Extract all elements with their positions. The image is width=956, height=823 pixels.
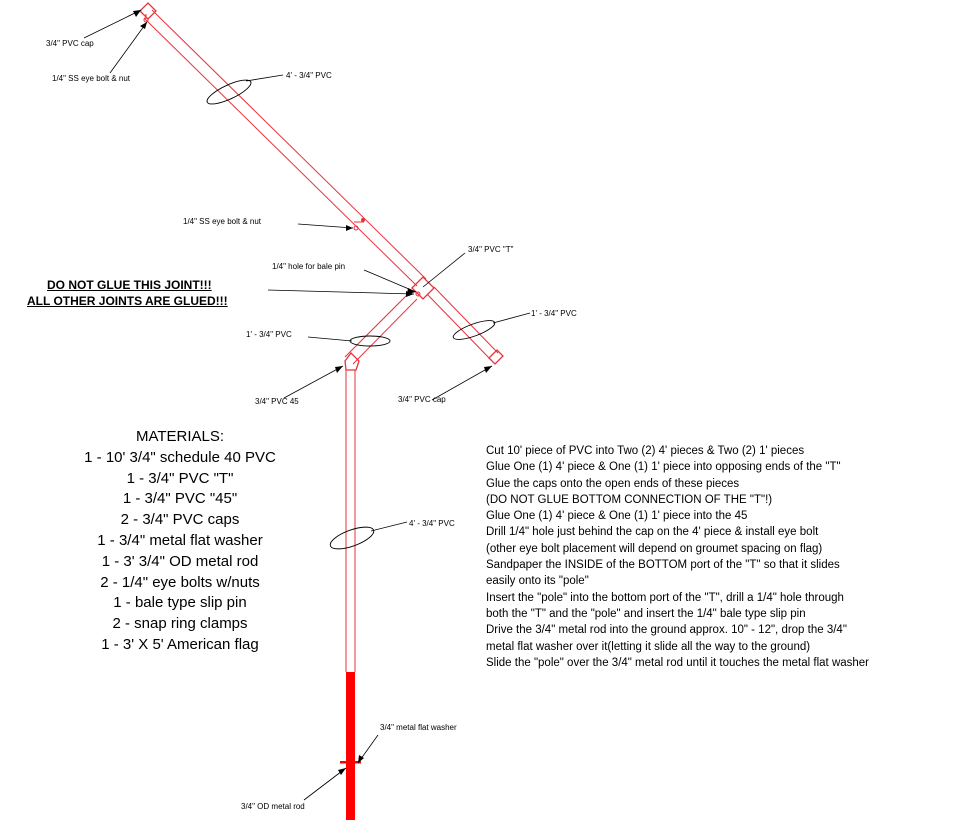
right-short-pipe-callout-ellipse [451, 317, 496, 343]
instruction-line: Cut 10' piece of PVC into Two (2) 4' pieces & Two (2) 1' pieces [486, 445, 805, 457]
label-left-short-pvc: 1' - 3/4" PVC [246, 330, 292, 339]
materials-item: 1 - bale type slip pin [113, 594, 247, 612]
materials-list [60, 427, 300, 656]
instruction-line: Glue the caps onto the open ends of these pieces [486, 477, 740, 490]
label-bale-hole: 1/4" hole for bale pin [272, 262, 346, 271]
left-1ft-pvc-pipe [345, 292, 417, 364]
leader-top-cap [84, 10, 141, 38]
leader-upper-pvc [246, 75, 283, 81]
instruction-line: easily onto its "pole" [486, 575, 589, 588]
left-short-pipe-callout-ellipse [350, 336, 390, 346]
label-tee: 3/4" PVC "T" [468, 245, 514, 254]
leader-pole [371, 522, 407, 531]
label-metal-rod: 3/4" OD metal rod [241, 802, 305, 811]
label-top-cap: 3/4" PVC cap [46, 39, 94, 48]
metal-flat-washer [340, 761, 361, 764]
materials-item: 1 - 10' 3/4" schedule 40 PVC [84, 448, 276, 466]
metal-rod [346, 672, 355, 820]
assembly-instructions [486, 443, 869, 671]
mid-eye-bolt [354, 219, 365, 231]
instruction-line: Slide the "pole" over the 3/4" metal rod until it touches the metal flat washer [486, 656, 870, 669]
leader-tee [423, 253, 465, 287]
instruction-line: Drive the 3/4" metal rod into the ground approx. 10" - 12", drop the 3/4" [486, 624, 847, 637]
materials-item: 2 - 1/4" eye bolts w/nuts [100, 573, 260, 591]
instruction-line: Glue One (1) 4' piece & One (1) 1' piece into opposing ends of the "T" [486, 461, 841, 474]
materials-item: 2 - 3/4" PVC caps [120, 511, 240, 529]
label-washer: 3/4" metal flat washer [380, 723, 457, 732]
materials-item: 1 - 3' 3/4" OD metal rod [101, 552, 259, 570]
instruction-line: both the "T" and the "pole" and insert the 1/4" bale type slip pin [486, 607, 806, 620]
instruction-line: Sandpaper the INSIDE of the BOTTOM port of the "T" so that it slides [486, 559, 840, 572]
materials-item: 1 - 3/4" PVC "T" [126, 469, 234, 487]
materials-item: 1 - 3/4" PVC "45" [122, 490, 238, 508]
leader-elbow [284, 366, 343, 398]
vertical-4ft-pvc-pole [346, 370, 355, 672]
instruction-line: (DO NOT GLUE BOTTOM CONNECTION OF THE "T"!) [486, 493, 773, 506]
materials-heading: MATERIALS: [135, 428, 225, 445]
label-mid-eye-bolt: 1/4" SS eye bolt & nut [183, 217, 261, 226]
instruction-line: metal flat washer over it(letting it slide all the way to the ground) [486, 640, 811, 653]
label-upper-pvc: 4' - 3/4" PVC [286, 71, 332, 80]
leader-warning [268, 290, 414, 294]
label-elbow-45: 3/4" PVC 45 [255, 397, 299, 406]
leader-mid-eyebolt [298, 224, 353, 228]
pole-callout-ellipse [328, 523, 377, 554]
instruction-line: (other eye bolt placement will depend on groumet spacing on flag) [486, 542, 823, 555]
leader-left-short-pvc [308, 337, 352, 341]
label-right-short-pvc: 1' - 3/4" PVC [531, 309, 577, 318]
materials-item: 2 - snap ring clamps [112, 615, 248, 633]
leader-right-short-pvc [493, 313, 530, 323]
label-pole-pvc: 4' - 3/4" PVC [409, 519, 455, 528]
instruction-line: Insert the "pole" into the bottom port of the "T", drill a 1/4" hole through [486, 591, 844, 604]
materials-item: 1 - 3' X 5' American flag [101, 635, 259, 653]
upper-pipe-callout-ellipse [204, 76, 253, 109]
label-lower-cap: 3/4" PVC cap [398, 395, 446, 404]
materials-item: 1 - 3/4" metal flat washer [97, 531, 263, 549]
leader-arrowheads [133, 10, 492, 775]
leader-lines [84, 10, 530, 800]
lower-pvc-cap [489, 350, 503, 364]
instruction-line: Drill 1/4" hole just behind the cap on the 4' piece & install eye bolt [486, 526, 819, 539]
leader-top-eyebolt [110, 22, 147, 73]
instruction-line: Glue One (1) 4' piece & One (1) 1' piece into the 45 [486, 510, 748, 523]
warning-line-2: ALL OTHER JOINTS ARE GLUED!!! [27, 294, 228, 308]
right-1ft-pvc-pipe [427, 287, 498, 360]
upper-4ft-pvc-pipe [144, 10, 426, 286]
label-top-eye-bolt: 1/4" SS eye bolt & nut [52, 74, 130, 83]
warning-line-1: DO NOT GLUE THIS JOINT!!! [47, 278, 212, 292]
